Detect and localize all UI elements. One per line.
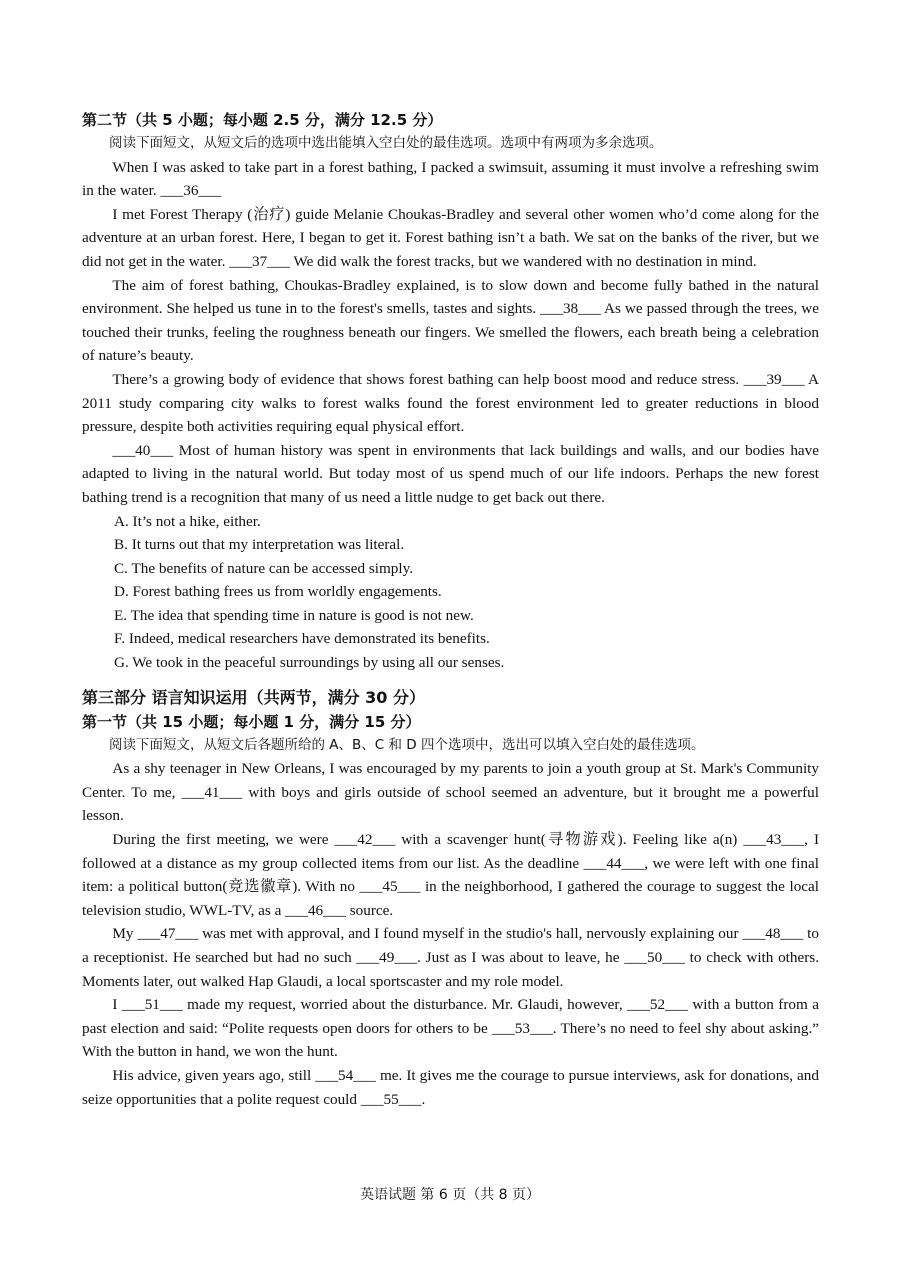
part3-instruction: 阅读下面短文，从短文后各题所给的 A、B、C 和 D 四个选项中，选出可以填入空白处的最佳选项。 xyxy=(109,736,705,753)
passage2-paragraph-5: His advice, given years ago, still ___54___ me. It gives me the courage to pursue interviews, ask for donations, and seize opportunities that a polite request could ___55___. xyxy=(82,1066,819,1108)
exam-page xyxy=(82,108,819,1111)
option-c: C. The benefits of nature can be accessed simply. xyxy=(114,559,414,577)
section2-instruction: 阅读下面短文，从短文后的选项中选出能填入空白处的最佳选项。选项中有两项为多余选项。 xyxy=(109,135,663,151)
passage1-paragraph-5: ___40___ Most of human history was spent in environments that lack buildings and walls, and our bodies have adapted to living in the natural world. But today most of us spend much of our life indoors. Perhaps the new forest bathing trend is a recognition that many of us need a little nudge to get back out there. xyxy=(82,441,819,506)
page-footer: 英语试题 第 6 页（共 8 页） xyxy=(359,1187,541,1203)
option-b: B. It turns out that my interpretation was literal. xyxy=(114,536,405,554)
option-e: E. The idea that spending time in nature is good is not new. xyxy=(114,606,474,624)
passage2-paragraph-3: My ___47___ was met with approval, and I found myself in the studio's hall, nervously explaining our ___48___ to a receptionist. He searched but had no such ___49___. Just as I was about to leave, he ___50___ to check with others. Moments later, out walked Hap Glaudi, a local sportscaster and my role model. xyxy=(82,925,819,990)
option-d: D. Forest bathing frees us from worldly engagements. xyxy=(114,583,442,601)
passage2-paragraph-4: I ___51___ made my request, worried about the disturbance. Mr. Glaudi, however, ___52___ with a button from a past election and said: “Polite requests open doors for others to be ___53___. There’s no need to feel shy about asking.” With the button in hand, we won the hunt. xyxy=(82,996,819,1061)
option-g: G. We took in the peaceful surroundings by using all our senses. xyxy=(114,654,505,672)
part3-title: 第三部分 语言知识运用（共两节，满分 30 分） xyxy=(82,687,425,707)
part3-section1-title: 第一节（共 15 小题；每小题 1 分，满分 15 分） xyxy=(82,712,421,731)
passage2-paragraph-2: During the first meeting, we were ___42___ with a scavenger hunt(寻物游戏). Feeling like a(n) ___43___, I followed at a distance as my group collected items from our list. As the deadline ___44___, we were left with one final item: a political button(竞选徽章). With no ___45___ in the neighborhood, I gathered the courage to suggest the local television studio, WWL-TV, as a ___46___ source. xyxy=(82,831,819,919)
passage2-paragraph-1: As a shy teenager in New Orleans, I was encouraged by my parents to join a youth group at St. Mark's Community Center. To me, ___41___ with boys and girls outside of school seemed an adventure, but it brought me a powerful lesson. xyxy=(82,760,819,825)
option-a: A. It’s not a hike, either. xyxy=(114,512,261,530)
passage1-paragraph-1: When I was asked to take part in a forest bathing, I packed a swimsuit, assuming it must involve a refreshing swim in the water. ___36___ xyxy=(82,158,819,200)
option-f: F. Indeed, medical researchers have demonstrated its benefits. xyxy=(114,630,490,648)
section2-title: 第二节（共 5 小题；每小题 2.5 分，满分 12.5 分） xyxy=(82,111,443,129)
passage1-paragraph-4: There’s a growing body of evidence that shows forest bathing can help boost mood and reduce stress. ___39___ A 2011 study comparing city walks to forest walks found the forest environment led to greater reductions in blood pressure, despite both activities requiring equal physical effort. xyxy=(82,370,819,436)
passage1-paragraph-2: I met Forest Therapy (治疗) guide Melanie Choukas-Bradley and several other women who’d come along for the adventure at an urban forest. Here, I began to get it. Forest bathing isn’t a bath. We sat on the banks of the river, but we did not get in the water. ___37___ We did walk the forest tracks, but we wandered with no destination in mind. xyxy=(82,205,819,270)
passage1-paragraph-3: The aim of forest bathing, Choukas-Bradley explained, is to slow down and become fully bathed in the natural environment. She helped us tune in to the forest's smells, tastes and sights. ___38___ As we passed through the trees, we touched their trunks, feeling the roughness beneath our fingers. We smelled the flowers, each breath being a celebration of nature’s beauty. xyxy=(82,276,819,365)
